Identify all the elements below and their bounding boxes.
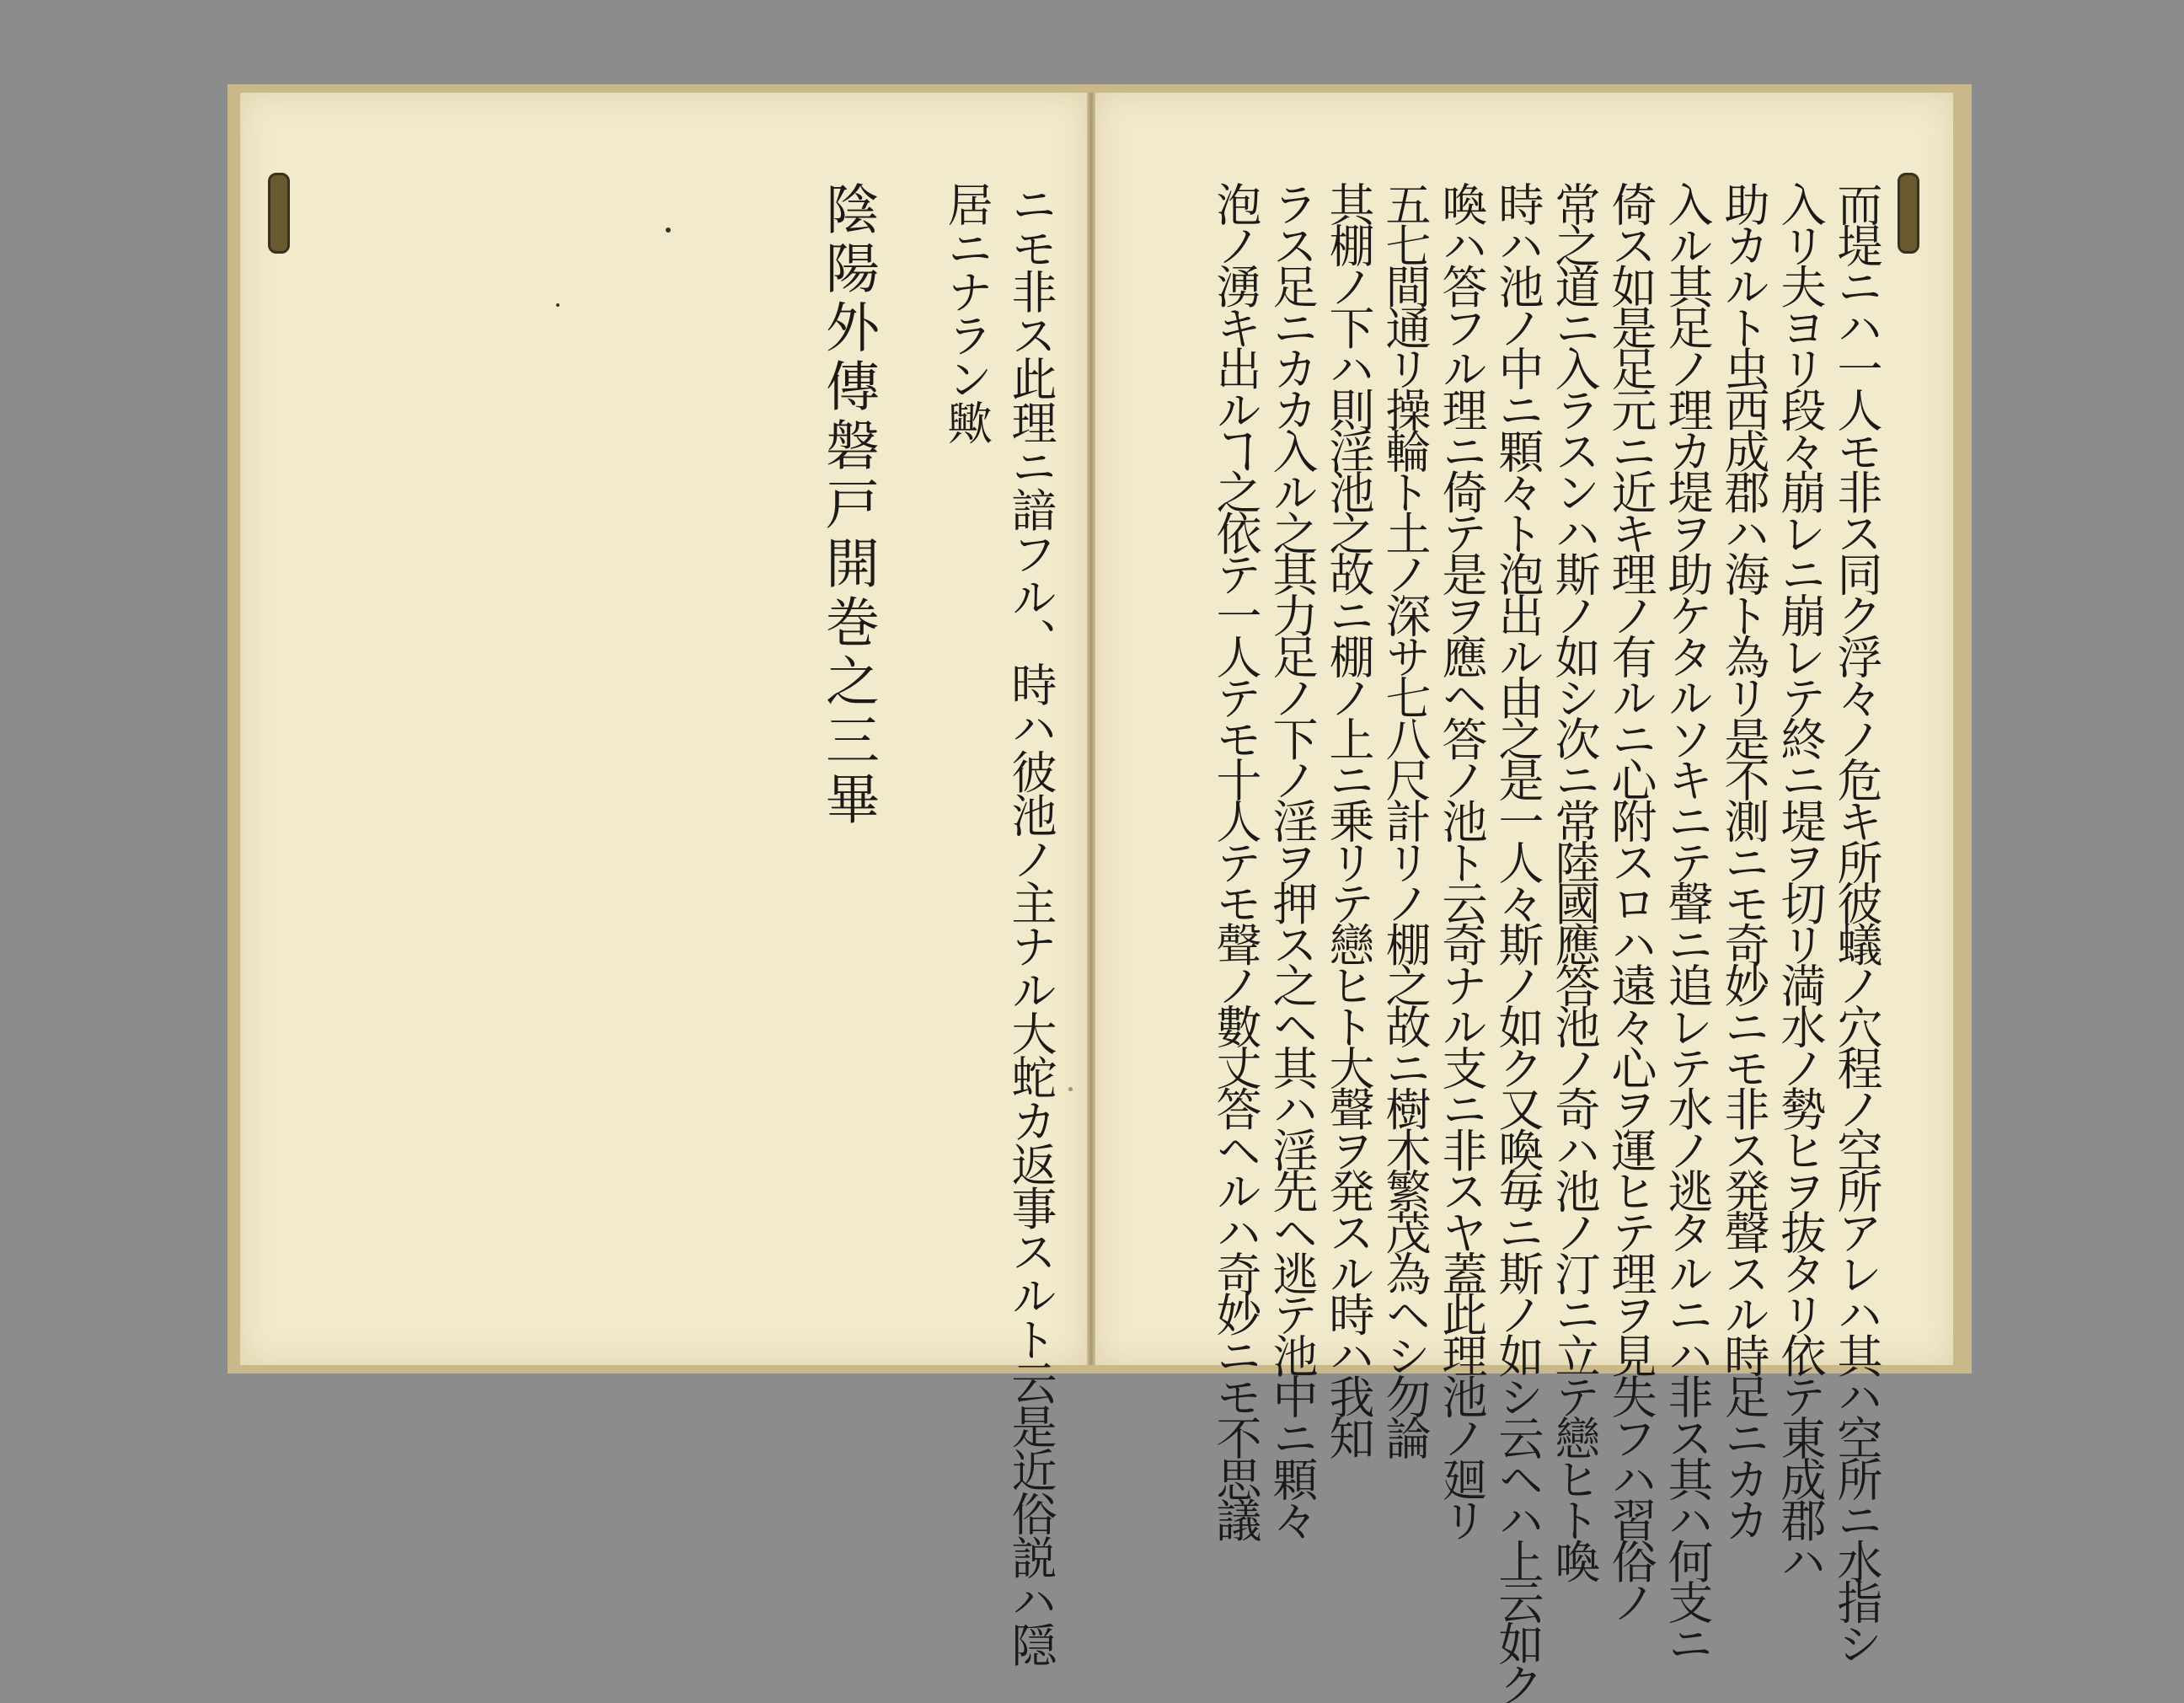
paper-speck bbox=[1068, 1087, 1073, 1091]
text-column: 常之道ニ入ラスンハ斯ノ如シ次ニ常陸國應答池ノ奇ハ池ノ汀ニ立テ戀ヒト喚 bbox=[1548, 181, 1601, 1580]
book-gutter bbox=[1087, 93, 1095, 1365]
paper-speck bbox=[556, 303, 559, 307]
text-column: 助カルト虫西成郡ハ海ト為リ是不測ニモ奇妙ニモ非ス発聲スル時足ニカカ bbox=[1717, 181, 1770, 1539]
text-column: ラス足ニカカ入ル之其力足ノ下ノ淫ヲ押ス之ヘ其ハ淫先ヘ逃テ池中ニ顆々 bbox=[1266, 181, 1319, 1539]
text-column: 入ル其足ノ理カ堤ヲ助ケタルソキニテ聲ニ追レテ水ノ逃タルニハ非ス其ハ何支ニ bbox=[1661, 181, 1714, 1662]
left-page-text bbox=[775, 181, 1057, 1666]
text-column: 喚ハ答フル理ニ倚テ是ヲ應ヘ答ノ池ト云奇ナル支ニ非スヤ蓋此理池ノ廻リ bbox=[1435, 181, 1488, 1539]
text-column: ニモ非ス此理ニ諳フル、時ハ彼池ノ主ナル大蛇カ返事スルト云是近俗説ハ隠 bbox=[1004, 181, 1057, 1666]
right-page-text bbox=[1129, 181, 1883, 1703]
right-binding-hole bbox=[1898, 173, 1919, 254]
text-column: 其棚ノ下ハ則淫池之故ニ棚ノ上ニ乗リテ戀ヒト大聲ヲ発スル時ハ我知 bbox=[1322, 181, 1375, 1456]
text-column: 時ハ池ノ中ニ顆々ト泡出ル由之是一人々斯ノ如ク又喚毎ニ斯ノ如シ云ヘハ上云如ク bbox=[1491, 181, 1544, 1703]
text-column: 入リ夫ヨリ段々崩レニ崩レテ終ニ堤ヲ切リ満水ノ勢ヒヲ抜タリ依テ東成郡ハ bbox=[1774, 181, 1827, 1580]
text-column: 而堤ニハ一人モ非ス同ク浮々ノ危キ所彼蟻ノ穴程ノ空所アレハ其ハ空所ニ水指シ bbox=[1830, 181, 1883, 1662]
text-column: 五七間通リ操輪ト土ノ深サ七八尺計リノ棚之故ニ樹木繁茂為ヘシ勿論 bbox=[1378, 181, 1432, 1456]
text-column: 居ニナラン歟 bbox=[940, 181, 993, 443]
closing-title: 陰陽外傳磐戸開巻之三畢 bbox=[816, 181, 879, 830]
paper-speck bbox=[666, 228, 671, 233]
text-column: 倚ス如是足元ニ近キ理ノ有ルニ心附スロハ遠々心ヲ運ヒテ理ヲ見失フハ習俗ノ bbox=[1604, 181, 1657, 1621]
left-binding-hole bbox=[268, 173, 290, 254]
text-column: 泡ノ湧キ出ルヿ之依テ一人テモ十人テモ聲ノ數丈答ヘルハ奇妙ニモ不思議 bbox=[1209, 181, 1262, 1539]
